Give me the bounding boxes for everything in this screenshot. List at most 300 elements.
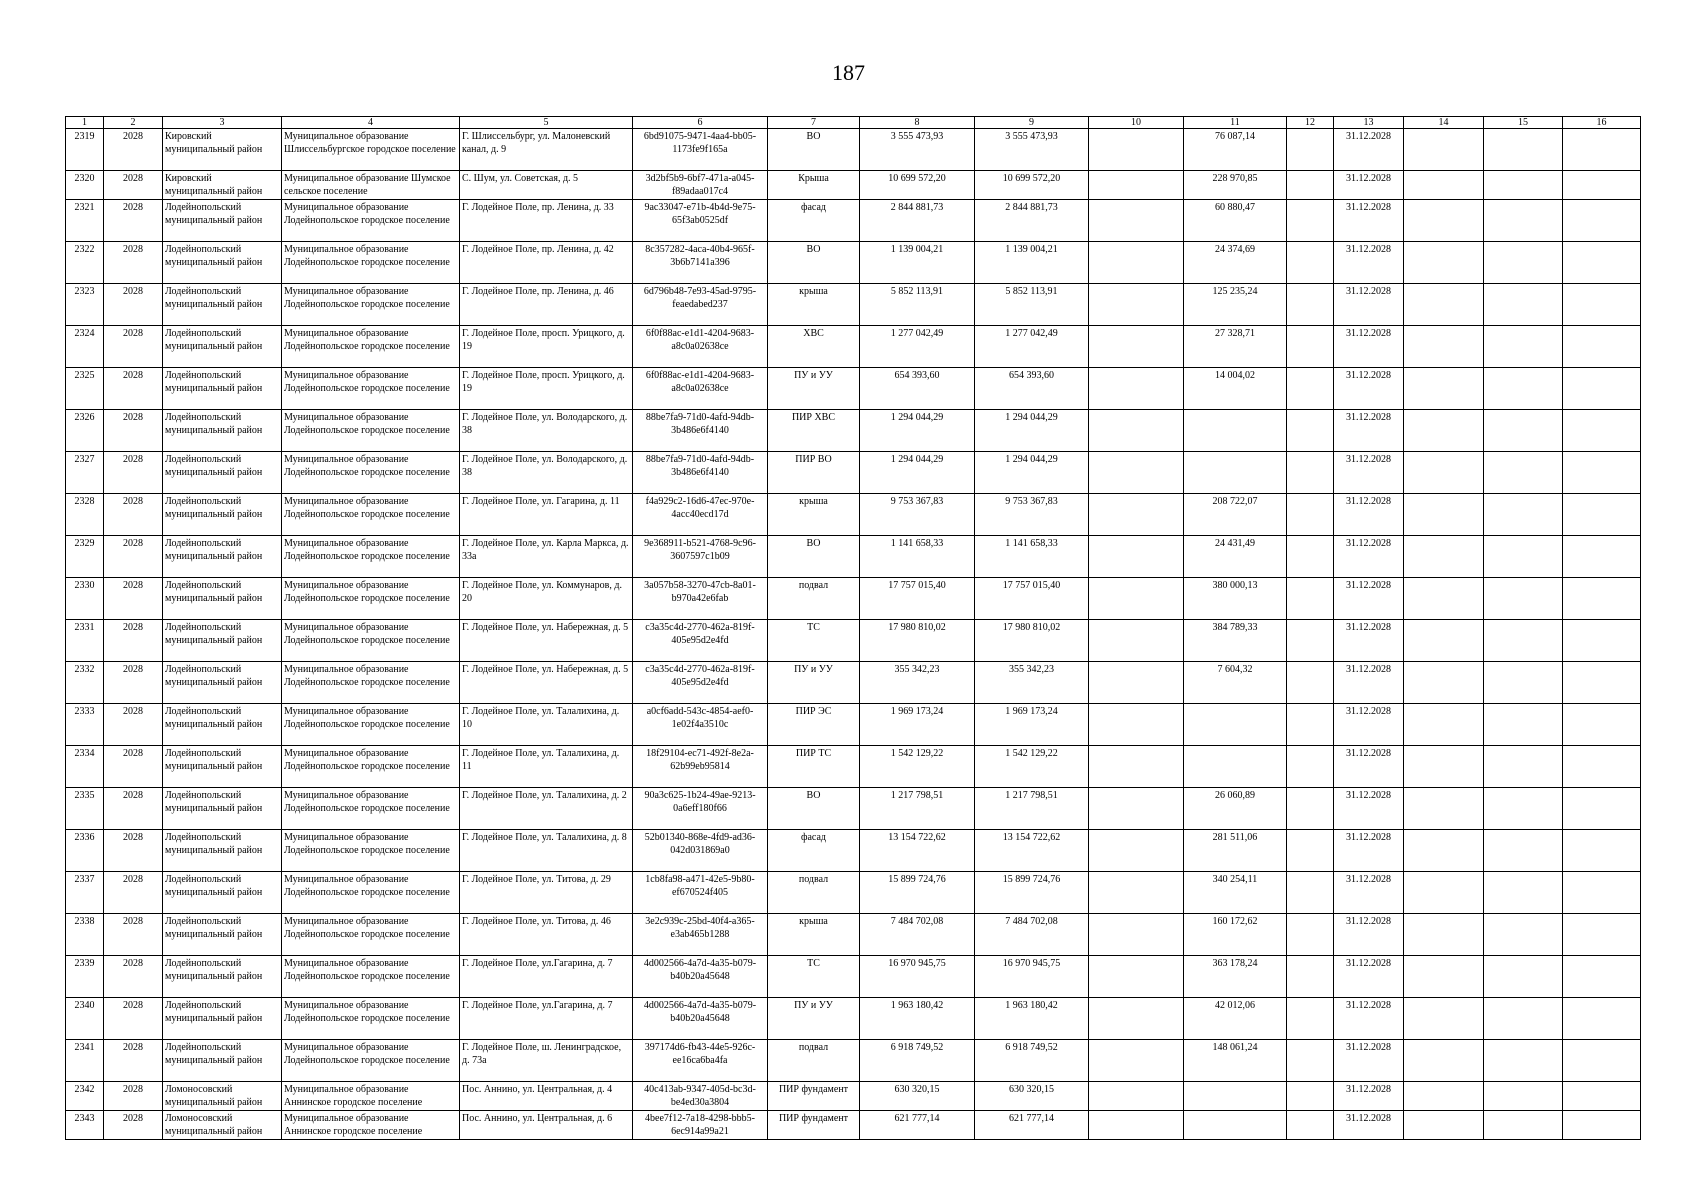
cell-col-2: 2028 [104, 1111, 163, 1140]
cell-col-9: 1 217 798,51 [975, 788, 1089, 830]
cell-col-16 [1563, 620, 1641, 662]
cell-col-6: 4d002566-4a7d-4a35-b079-b40b20a45648 [633, 956, 768, 998]
cell-col-14 [1404, 494, 1484, 536]
cell-col-5: Г. Лодейное Поле, ул. Талалихина, д. 8 [460, 830, 633, 872]
cell-col-13: 31.12.2028 [1334, 536, 1404, 578]
cell-col-7: ПИР ЭС [768, 704, 860, 746]
cell-col-10 [1089, 326, 1184, 368]
cell-col-9: 1 139 004,21 [975, 242, 1089, 284]
cell-col-11: 42 012,06 [1184, 998, 1287, 1040]
cell-col-14 [1404, 914, 1484, 956]
cell-col-8: 7 484 702,08 [860, 914, 975, 956]
cell-col-3: Лодейнопольский муниципальный район [163, 704, 282, 746]
cell-col-12 [1287, 326, 1334, 368]
cell-col-3: Лодейнопольский муниципальный район [163, 242, 282, 284]
cell-col-5: Г. Лодейное Поле, ул. Титова, д. 46 [460, 914, 633, 956]
cell-col-9: 3 555 473,93 [975, 129, 1089, 171]
cell-col-12 [1287, 410, 1334, 452]
cell-col-7: крыша [768, 914, 860, 956]
cell-col-15 [1484, 326, 1563, 368]
cell-col-1: 2332 [66, 662, 104, 704]
cell-col-10 [1089, 171, 1184, 200]
table-row [66, 788, 1641, 830]
cell-col-9: 5 852 113,91 [975, 284, 1089, 326]
cell-col-11: 14 004,02 [1184, 368, 1287, 410]
cell-col-14 [1404, 872, 1484, 914]
cell-col-6: a0cf6add-543c-4854-aef0-1e02f4a3510c [633, 704, 768, 746]
cell-col-1: 2333 [66, 704, 104, 746]
cell-col-7: фасад [768, 830, 860, 872]
cell-col-14 [1404, 242, 1484, 284]
cell-col-3: Лодейнопольский муниципальный район [163, 788, 282, 830]
cell-col-10 [1089, 1111, 1184, 1140]
cell-col-5: Г. Шлиссельбург, ул. Малоневский канал, д. 9 [460, 129, 633, 171]
cell-col-9: 621 777,14 [975, 1111, 1089, 1140]
cell-col-4: Муниципальное образование Лодейнопольское городское поселение [282, 494, 460, 536]
cell-col-8: 1 542 129,22 [860, 746, 975, 788]
cell-col-3: Лодейнопольский муниципальный район [163, 326, 282, 368]
cell-col-11: 160 172,62 [1184, 914, 1287, 956]
cell-col-16 [1563, 326, 1641, 368]
cell-col-16 [1563, 494, 1641, 536]
cell-col-9: 1 141 658,33 [975, 536, 1089, 578]
cell-col-9: 6 918 749,52 [975, 1040, 1089, 1082]
cell-col-11: 384 789,33 [1184, 620, 1287, 662]
column-header-5: 5 [460, 117, 633, 129]
cell-col-16 [1563, 578, 1641, 620]
cell-col-16 [1563, 242, 1641, 284]
cell-col-7: крыша [768, 494, 860, 536]
cell-col-5: Г. Лодейное Поле, ул. Володарского, д. 38 [460, 410, 633, 452]
cell-col-13: 31.12.2028 [1334, 746, 1404, 788]
cell-col-3: Лодейнопольский муниципальный район [163, 914, 282, 956]
cell-col-7: ПУ и УУ [768, 662, 860, 704]
cell-col-10 [1089, 494, 1184, 536]
cell-col-13: 31.12.2028 [1334, 872, 1404, 914]
cell-col-3: Лодейнопольский муниципальный район [163, 956, 282, 998]
cell-col-8: 5 852 113,91 [860, 284, 975, 326]
cell-col-15 [1484, 452, 1563, 494]
cell-col-9: 1 963 180,42 [975, 998, 1089, 1040]
cell-col-5: Г. Лодейное Поле, ул. Набережная, д. 5 [460, 620, 633, 662]
cell-col-5: Г. Лодейное Поле, ул.Гагарина, д. 7 [460, 956, 633, 998]
cell-col-15 [1484, 368, 1563, 410]
table-row [66, 956, 1641, 998]
cell-col-14 [1404, 578, 1484, 620]
cell-col-13: 31.12.2028 [1334, 129, 1404, 171]
cell-col-7: крыша [768, 284, 860, 326]
cell-col-8: 1 963 180,42 [860, 998, 975, 1040]
cell-col-8: 1 277 042,49 [860, 326, 975, 368]
cell-col-7: ПУ и УУ [768, 998, 860, 1040]
cell-col-1: 2342 [66, 1082, 104, 1111]
cell-col-3: Лодейнопольский муниципальный район [163, 494, 282, 536]
cell-col-1: 2320 [66, 171, 104, 200]
cell-col-5: Г. Лодейное Поле, ул. Гагарина, д. 11 [460, 494, 633, 536]
table-row [66, 704, 1641, 746]
cell-col-6: 6f0f88ac-e1d1-4204-9683-a8c0a02638ce [633, 326, 768, 368]
cell-col-1: 2328 [66, 494, 104, 536]
cell-col-16 [1563, 284, 1641, 326]
cell-col-3: Кировский муниципальный район [163, 129, 282, 171]
cell-col-6: 6bd91075-9471-4aa4-bb05-1173fe9f165a [633, 129, 768, 171]
cell-col-12 [1287, 494, 1334, 536]
cell-col-6: 6f0f88ac-e1d1-4204-9683-a8c0a02638ce [633, 368, 768, 410]
cell-col-11: 148 061,24 [1184, 1040, 1287, 1082]
cell-col-14 [1404, 830, 1484, 872]
cell-col-1: 2329 [66, 536, 104, 578]
cell-col-15 [1484, 662, 1563, 704]
cell-col-4: Муниципальное образование Лодейнопольское городское поселение [282, 242, 460, 284]
cell-col-2: 2028 [104, 284, 163, 326]
cell-col-10 [1089, 200, 1184, 242]
cell-col-13: 31.12.2028 [1334, 242, 1404, 284]
cell-col-4: Муниципальное образование Лодейнопольское городское поселение [282, 284, 460, 326]
cell-col-3: Ломоносовский муниципальный район [163, 1082, 282, 1111]
cell-col-13: 31.12.2028 [1334, 1082, 1404, 1111]
cell-col-13: 31.12.2028 [1334, 704, 1404, 746]
cell-col-3: Лодейнопольский муниципальный район [163, 200, 282, 242]
table-row [66, 872, 1641, 914]
column-header-8: 8 [860, 117, 975, 129]
cell-col-8: 621 777,14 [860, 1111, 975, 1140]
cell-col-14 [1404, 1082, 1484, 1111]
cell-col-11: 340 254,11 [1184, 872, 1287, 914]
cell-col-6: 88be7fa9-71d0-4afd-94db-3b486e6f4140 [633, 452, 768, 494]
cell-col-11 [1184, 410, 1287, 452]
table-row [66, 620, 1641, 662]
cell-col-12 [1287, 956, 1334, 998]
cell-col-2: 2028 [104, 788, 163, 830]
cell-col-3: Лодейнопольский муниципальный район [163, 830, 282, 872]
cell-col-7: ПУ и УУ [768, 368, 860, 410]
cell-col-8: 9 753 367,83 [860, 494, 975, 536]
cell-col-14 [1404, 129, 1484, 171]
cell-col-4: Муниципальное образование Лодейнопольское городское поселение [282, 662, 460, 704]
cell-col-1: 2324 [66, 326, 104, 368]
cell-col-10 [1089, 704, 1184, 746]
cell-col-6: 8c357282-4aca-40b4-965f-3b6b7141a396 [633, 242, 768, 284]
cell-col-6: 3d2bf5b9-6bf7-471a-a045-f89adaa017c4 [633, 171, 768, 200]
cell-col-3: Лодейнопольский муниципальный район [163, 620, 282, 662]
cell-col-5: Г. Лодейное Поле, ул. Коммунаров, д. 20 [460, 578, 633, 620]
cell-col-7: ХВС [768, 326, 860, 368]
cell-col-14 [1404, 326, 1484, 368]
cell-col-6: 9e368911-b521-4768-9c96-3607597c1b09 [633, 536, 768, 578]
column-header-2: 2 [104, 117, 163, 129]
cell-col-11: 281 511,06 [1184, 830, 1287, 872]
cell-col-4: Муниципальное образование Лодейнопольское городское поселение [282, 452, 460, 494]
cell-col-11 [1184, 704, 1287, 746]
cell-col-13: 31.12.2028 [1334, 914, 1404, 956]
cell-col-11: 208 722,07 [1184, 494, 1287, 536]
column-header-7: 7 [768, 117, 860, 129]
cell-col-16 [1563, 129, 1641, 171]
cell-col-10 [1089, 914, 1184, 956]
table-row [66, 1111, 1641, 1140]
cell-col-16 [1563, 914, 1641, 956]
cell-col-1: 2331 [66, 620, 104, 662]
cell-col-13: 31.12.2028 [1334, 956, 1404, 998]
cell-col-10 [1089, 452, 1184, 494]
cell-col-9: 355 342,23 [975, 662, 1089, 704]
column-header-4: 4 [282, 117, 460, 129]
cell-col-15 [1484, 830, 1563, 872]
cell-col-5: Г. Лодейное Поле, ул. Талалихина, д. 11 [460, 746, 633, 788]
cell-col-1: 2336 [66, 830, 104, 872]
cell-col-16 [1563, 171, 1641, 200]
cell-col-13: 31.12.2028 [1334, 452, 1404, 494]
cell-col-15 [1484, 578, 1563, 620]
cell-col-6: 40c413ab-9347-405d-bc3d-be4ed30a3804 [633, 1082, 768, 1111]
cell-col-1: 2326 [66, 410, 104, 452]
cell-col-15 [1484, 1111, 1563, 1140]
cell-col-7: ПИР ХВС [768, 410, 860, 452]
cell-col-8: 654 393,60 [860, 368, 975, 410]
cell-col-2: 2028 [104, 368, 163, 410]
cell-col-6: 4bee7f12-7a18-4298-bbb5-6ec914a99a21 [633, 1111, 768, 1140]
cell-col-1: 2338 [66, 914, 104, 956]
cell-col-16 [1563, 1111, 1641, 1140]
cell-col-4: Муниципальное образование Аннинское городское поселение [282, 1111, 460, 1140]
cell-col-9: 1 277 042,49 [975, 326, 1089, 368]
cell-col-7: ВО [768, 536, 860, 578]
cell-col-14 [1404, 1040, 1484, 1082]
cell-col-5: Г. Лодейное Поле, пр. Ленина, д. 42 [460, 242, 633, 284]
cell-col-6: 3e2c939c-25bd-40f4-a365-e3ab465b1288 [633, 914, 768, 956]
cell-col-6: 1cb8fa98-a471-42e5-9b80-ef670524f405 [633, 872, 768, 914]
cell-col-4: Муниципальное образование Лодейнопольское городское поселение [282, 536, 460, 578]
cell-col-3: Лодейнопольский муниципальный район [163, 284, 282, 326]
cell-col-15 [1484, 171, 1563, 200]
cell-col-16 [1563, 872, 1641, 914]
cell-col-14 [1404, 536, 1484, 578]
cell-col-2: 2028 [104, 410, 163, 452]
cell-col-7: ПИР ВО [768, 452, 860, 494]
cell-col-5: Г. Лодейное Поле, пр. Ленина, д. 33 [460, 200, 633, 242]
cell-col-4: Муниципальное образование Лодейнопольское городское поселение [282, 914, 460, 956]
cell-col-7: ВО [768, 242, 860, 284]
header-row [66, 117, 1641, 129]
cell-col-9: 1 542 129,22 [975, 746, 1089, 788]
cell-col-6: 88be7fa9-71d0-4afd-94db-3b486e6f4140 [633, 410, 768, 452]
cell-col-2: 2028 [104, 129, 163, 171]
table-row [66, 410, 1641, 452]
cell-col-1: 2340 [66, 998, 104, 1040]
cell-col-16 [1563, 662, 1641, 704]
cell-col-6: 6d796b48-7e93-45ad-9795-feaedabed237 [633, 284, 768, 326]
cell-col-13: 31.12.2028 [1334, 1111, 1404, 1140]
cell-col-13: 31.12.2028 [1334, 1040, 1404, 1082]
cell-col-9: 1 969 173,24 [975, 704, 1089, 746]
cell-col-10 [1089, 242, 1184, 284]
cell-col-10 [1089, 1082, 1184, 1111]
cell-col-12 [1287, 129, 1334, 171]
cell-col-12 [1287, 872, 1334, 914]
column-header-10: 10 [1089, 117, 1184, 129]
cell-col-10 [1089, 662, 1184, 704]
cell-col-8: 1 217 798,51 [860, 788, 975, 830]
cell-col-11: 76 087,14 [1184, 129, 1287, 171]
cell-col-2: 2028 [104, 872, 163, 914]
cell-col-2: 2028 [104, 171, 163, 200]
cell-col-14 [1404, 956, 1484, 998]
cell-col-1: 2323 [66, 284, 104, 326]
cell-col-13: 31.12.2028 [1334, 620, 1404, 662]
cell-col-2: 2028 [104, 830, 163, 872]
cell-col-4: Муниципальное образование Лодейнопольское городское поселение [282, 1040, 460, 1082]
cell-col-14 [1404, 200, 1484, 242]
cell-col-7: подвал [768, 872, 860, 914]
cell-col-4: Муниципальное образование Лодейнопольское городское поселение [282, 410, 460, 452]
cell-col-14 [1404, 998, 1484, 1040]
cell-col-2: 2028 [104, 200, 163, 242]
cell-col-7: ВО [768, 788, 860, 830]
table-body [66, 129, 1641, 1140]
cell-col-8: 3 555 473,93 [860, 129, 975, 171]
cell-col-3: Лодейнопольский муниципальный район [163, 872, 282, 914]
cell-col-10 [1089, 956, 1184, 998]
cell-col-12 [1287, 242, 1334, 284]
cell-col-15 [1484, 872, 1563, 914]
cell-col-13: 31.12.2028 [1334, 410, 1404, 452]
cell-col-9: 13 154 722,62 [975, 830, 1089, 872]
cell-col-13: 31.12.2028 [1334, 662, 1404, 704]
cell-col-15 [1484, 129, 1563, 171]
cell-col-5: Г. Лодейное Поле, просп. Урицкого, д. 19 [460, 326, 633, 368]
cell-col-14 [1404, 620, 1484, 662]
cell-col-7: подвал [768, 578, 860, 620]
cell-col-13: 31.12.2028 [1334, 368, 1404, 410]
cell-col-4: Муниципальное образование Лодейнопольское городское поселение [282, 200, 460, 242]
cell-col-2: 2028 [104, 452, 163, 494]
cell-col-14 [1404, 788, 1484, 830]
column-header-1: 1 [66, 117, 104, 129]
cell-col-9: 9 753 367,83 [975, 494, 1089, 536]
column-header-12: 12 [1287, 117, 1334, 129]
cell-col-10 [1089, 578, 1184, 620]
cell-col-12 [1287, 914, 1334, 956]
cell-col-12 [1287, 368, 1334, 410]
cell-col-14 [1404, 662, 1484, 704]
cell-col-12 [1287, 746, 1334, 788]
cell-col-1: 2335 [66, 788, 104, 830]
cell-col-12 [1287, 200, 1334, 242]
cell-col-8: 15 899 724,76 [860, 872, 975, 914]
cell-col-14 [1404, 704, 1484, 746]
cell-col-16 [1563, 410, 1641, 452]
cell-col-15 [1484, 536, 1563, 578]
column-header-14: 14 [1404, 117, 1484, 129]
table-row [66, 998, 1641, 1040]
table-row [66, 830, 1641, 872]
cell-col-1: 2327 [66, 452, 104, 494]
cell-col-8: 355 342,23 [860, 662, 975, 704]
cell-col-11 [1184, 746, 1287, 788]
cell-col-7: Крыша [768, 171, 860, 200]
cell-col-6: 3a057b58-3270-47cb-8a01-b970a42e6fab [633, 578, 768, 620]
cell-col-11 [1184, 452, 1287, 494]
column-header-9: 9 [975, 117, 1089, 129]
cell-col-8: 1 141 658,33 [860, 536, 975, 578]
cell-col-12 [1287, 284, 1334, 326]
cell-col-10 [1089, 410, 1184, 452]
cell-col-16 [1563, 452, 1641, 494]
cell-col-5: Г. Лодейное Поле, ул. Титова, д. 29 [460, 872, 633, 914]
cell-col-16 [1563, 200, 1641, 242]
cell-col-2: 2028 [104, 326, 163, 368]
cell-col-3: Ломоносовский муниципальный район [163, 1111, 282, 1140]
cell-col-4: Муниципальное образование Лодейнопольское городское поселение [282, 620, 460, 662]
cell-col-7: ПИР фундамент [768, 1082, 860, 1111]
cell-col-9: 15 899 724,76 [975, 872, 1089, 914]
cell-col-8: 17 980 810,02 [860, 620, 975, 662]
cell-col-10 [1089, 998, 1184, 1040]
cell-col-4: Муниципальное образование Лодейнопольское городское поселение [282, 956, 460, 998]
cell-col-12 [1287, 998, 1334, 1040]
cell-col-13: 31.12.2028 [1334, 830, 1404, 872]
cell-col-16 [1563, 830, 1641, 872]
cell-col-2: 2028 [104, 704, 163, 746]
cell-col-9: 16 970 945,75 [975, 956, 1089, 998]
cell-col-8: 1 139 004,21 [860, 242, 975, 284]
cell-col-8: 1 294 044,29 [860, 452, 975, 494]
cell-col-2: 2028 [104, 620, 163, 662]
cell-col-4: Муниципальное образование Лодейнопольское городское поселение [282, 998, 460, 1040]
column-header-13: 13 [1334, 117, 1404, 129]
cell-col-11: 228 970,85 [1184, 171, 1287, 200]
cell-col-16 [1563, 536, 1641, 578]
table-row [66, 578, 1641, 620]
cell-col-5: Г. Лодейное Поле, пр. Ленина, д. 46 [460, 284, 633, 326]
table-row [66, 200, 1641, 242]
cell-col-11: 363 178,24 [1184, 956, 1287, 998]
cell-col-12 [1287, 452, 1334, 494]
cell-col-5: Г. Лодейное Поле, ш. Ленинградское, д. 73а [460, 1040, 633, 1082]
cell-col-5: Г. Лодейное Поле, ул. Талалихина, д. 2 [460, 788, 633, 830]
cell-col-4: Муниципальное образование Шумское сельское поселение [282, 171, 460, 200]
cell-col-15 [1484, 284, 1563, 326]
cell-col-1: 2337 [66, 872, 104, 914]
cell-col-6: 4d002566-4a7d-4a35-b079-b40b20a45648 [633, 998, 768, 1040]
cell-col-13: 31.12.2028 [1334, 284, 1404, 326]
cell-col-14 [1404, 1111, 1484, 1140]
cell-col-9: 2 844 881,73 [975, 200, 1089, 242]
cell-col-5: Г. Лодейное Поле, ул. Набережная, д. 5 [460, 662, 633, 704]
cell-col-5: Пос. Аннино, ул. Центральная, д. 6 [460, 1111, 633, 1140]
cell-col-11: 380 000,13 [1184, 578, 1287, 620]
cell-col-11: 24 374,69 [1184, 242, 1287, 284]
cell-col-12 [1287, 620, 1334, 662]
cell-col-13: 31.12.2028 [1334, 494, 1404, 536]
cell-col-8: 630 320,15 [860, 1082, 975, 1111]
cell-col-10 [1089, 620, 1184, 662]
cell-col-8: 6 918 749,52 [860, 1040, 975, 1082]
cell-col-7: ПИР ТС [768, 746, 860, 788]
cell-col-10 [1089, 129, 1184, 171]
cell-col-15 [1484, 788, 1563, 830]
cell-col-4: Муниципальное образование Лодейнопольское городское поселение [282, 830, 460, 872]
cell-col-9: 1 294 044,29 [975, 410, 1089, 452]
cell-col-2: 2028 [104, 914, 163, 956]
cell-col-3: Лодейнопольский муниципальный район [163, 746, 282, 788]
column-header-11: 11 [1184, 117, 1287, 129]
cell-col-12 [1287, 536, 1334, 578]
table-row [66, 1082, 1641, 1111]
cell-col-11: 26 060,89 [1184, 788, 1287, 830]
cell-col-15 [1484, 914, 1563, 956]
cell-col-1: 2322 [66, 242, 104, 284]
